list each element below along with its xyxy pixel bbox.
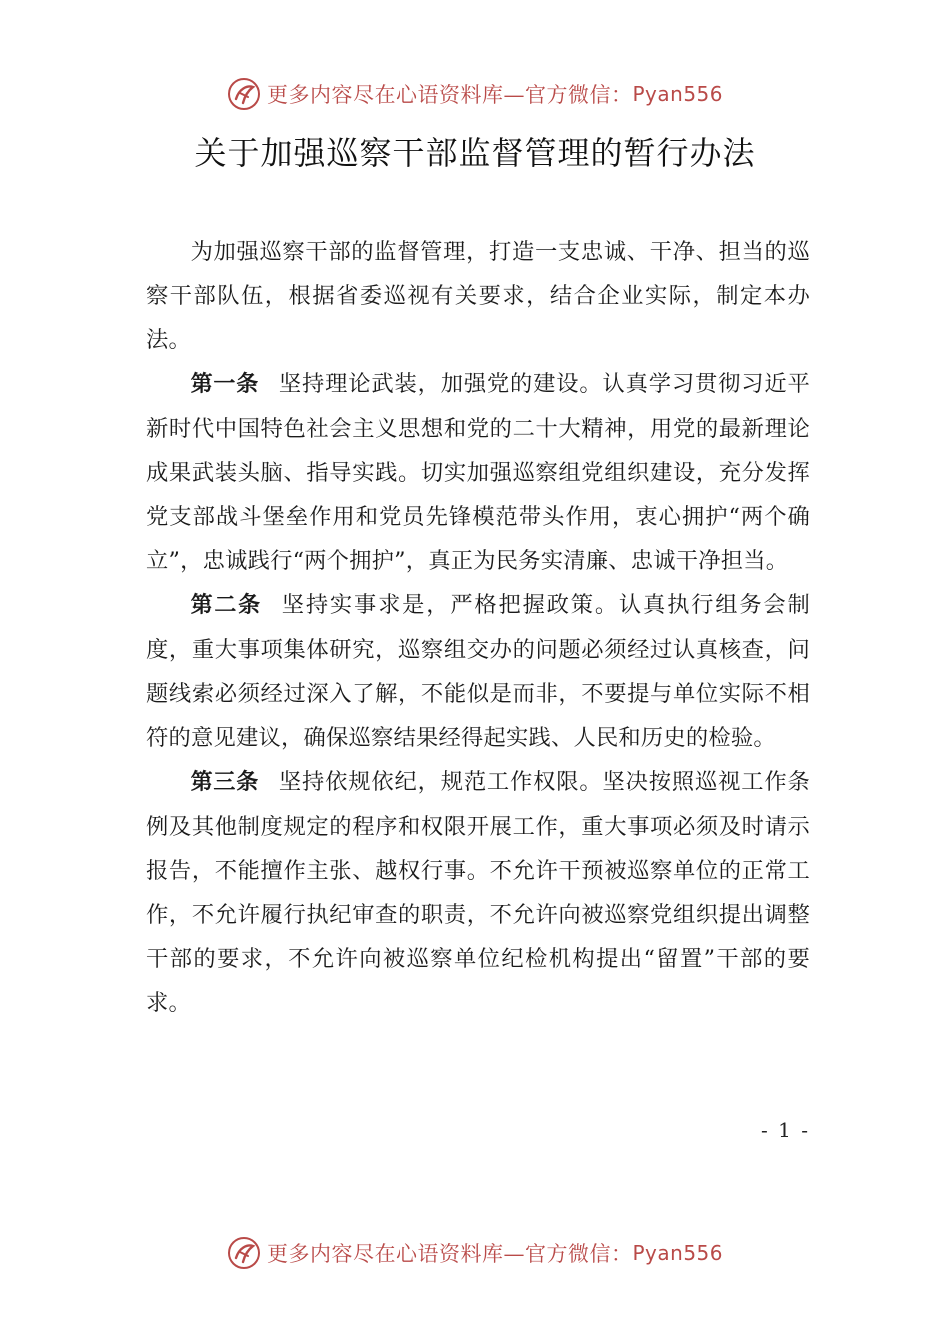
article-paragraph bbox=[146, 583, 810, 760]
article-label: 第二条 bbox=[190, 593, 262, 618]
article-text: 坚持理论武装，加强党的建设。认真学习贯彻习近平新时代中国特色社会主义思想和党的二十大精神，用党的最新理论成果武装头脑、指导实践。切实加强巡察组党组织建设，充分发挥党支部战斗堡垒作用和党员先锋模范带头作用，衷心拥护“两个确立”，忠诚践行“两个拥护”，真正为民务实清廉、忠诚干净担当。 bbox=[146, 371, 810, 574]
watermark-text: 更多内容尽在心语资料库—官方微信： bbox=[266, 1242, 633, 1266]
article-label: 第三条 bbox=[190, 770, 260, 795]
article-text: 坚持依规依纪，规范工作权限。坚决按照巡视工作条例及其他制度规定的程序和权限开展工作，重大事项必须及时请示报告，不能擅作主张、越权行事。不允许干预被巡察单位的正常工作，不允许履行执纪审查的职责，不允许向被巡察党组织提出调整干部的要求，不允许向被巡察单位纪检机构提出“留置”干部的要求。 bbox=[146, 769, 810, 1016]
article-label: 第一条 bbox=[190, 372, 260, 397]
watermark-wechat-id: Pyan556 bbox=[632, 82, 723, 106]
watermark-text: 更多内容尽在心语资料库—官方微信： bbox=[266, 83, 633, 107]
article-text: 坚持实事求是，严格把握政策。认真执行组务会制度，重大事项集体研究，巡察组交办的问题必须经过认真核查，问题线索必须经过深入了解，不能似是而非，不要提与单位实际不相符的意见建议，确保巡察结果经得起实践、人民和历史的检验。 bbox=[146, 592, 810, 751]
watermark-logo-icon bbox=[227, 1236, 261, 1270]
intro-paragraph: 为加强巡察干部的监督管理，打造一支忠诚、干净、担当的巡察干部队伍，根据省委巡视有关要求，结合企业实际，制定本办法。 bbox=[146, 239, 810, 353]
article-paragraph bbox=[146, 760, 810, 1025]
watermark-logo-icon bbox=[227, 77, 261, 111]
watermark-wechat-id: Pyan556 bbox=[632, 1241, 723, 1265]
page-number: - 1 - bbox=[761, 1118, 810, 1142]
watermark-header bbox=[0, 74, 950, 114]
document-body bbox=[146, 230, 810, 1025]
document-title: 关于加强巡察干部监督管理的暂行办法 bbox=[194, 134, 756, 172]
article-paragraph bbox=[146, 362, 810, 583]
watermark-footer bbox=[0, 1233, 950, 1273]
